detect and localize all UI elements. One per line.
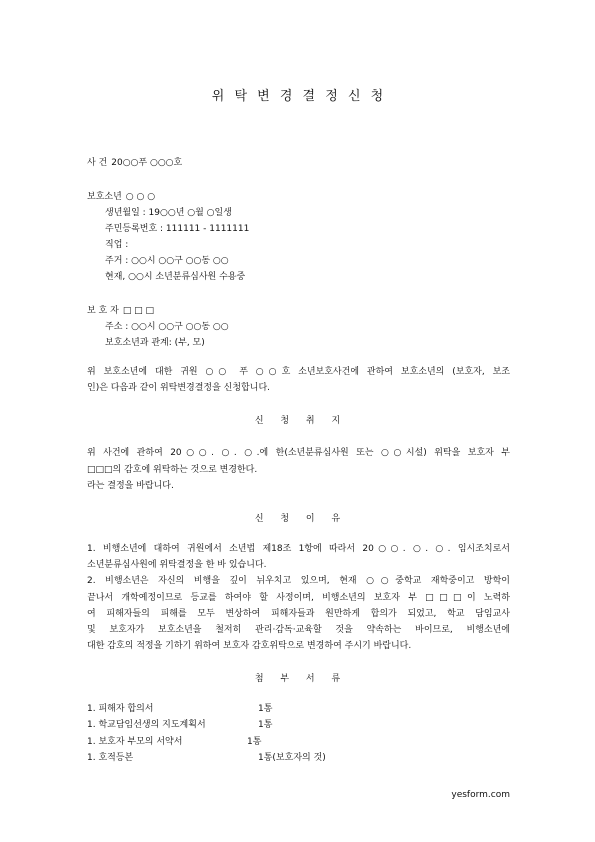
case-label: 사 건 (87, 158, 108, 168)
attachment-count: 1통 (258, 704, 273, 714)
document-title: 위 탁 변 경 결 정 신 청 (211, 89, 387, 104)
guardian-section (87, 303, 510, 351)
attachment-item (87, 717, 510, 733)
reasons-paragraph (87, 541, 510, 654)
guardian-address: 주소 : ○○시 ○○구 ○○동 ○○ (105, 322, 229, 332)
case-number: 20○○푸 ○○○호 (111, 158, 183, 168)
reasons-line: 2. 비행소년은 자신의 비행을 깊이 뉘우치고 있으며, 현재 ○○중학교 재학중이고 방학이 (87, 576, 510, 587)
juvenile-header (87, 189, 510, 205)
attachment-name: 1. 학교담임선생의 지도계획서 (87, 720, 206, 731)
juvenile-occupation: 직업 : (105, 240, 129, 250)
reasons-line: 1. 비행소년에 대하여 귀원에서 소년법 제18조 1항에 따라서 20○○. ○. ○. 임시조치로서 (87, 544, 510, 554)
reasons-line: 끝나서 개학예정이므로 등교를 하여야 할 사정이며, 비행소년의 보호자 부 □□□이 노력하 (87, 592, 510, 603)
case-line (87, 155, 510, 171)
attachment-name: 1. 보호자 부모의 서약서 (87, 736, 183, 747)
intro-paragraph (87, 364, 510, 396)
attachment-name: 1. 호적등본 (87, 753, 134, 764)
footer-source: yesform.com (451, 790, 510, 800)
juvenile-resident-number: 주민등록번호 : 111111 - 1111111 (105, 224, 250, 234)
reasons-line: 여 피해자들의 피해를 모두 변상하여 피해자들과 원만하게 합의가 되었고, 학교 담임교사 (87, 608, 510, 619)
intro-line: 인)은 다음과 같이 위탁변경결정을 신청합니다. (87, 383, 271, 393)
purpose-paragraph (87, 445, 510, 495)
reasons-line: 소년분류심사원에 위탁결정을 한 바 있습니다. (87, 560, 267, 571)
purpose-line: □□□의 감호에 위탁하는 것으로 변경한다. (87, 464, 258, 475)
juvenile-birthdate: 생년월일 : 19○○년 ○월 ○일생 (105, 208, 232, 218)
juvenile-current-status: 현재, ○○시 소년분류심사원 수용중 (105, 272, 246, 282)
attachment-item (87, 701, 510, 717)
guardian-label: 보 호 자 (87, 306, 119, 316)
juvenile-name: ○ ○ ○ (125, 192, 156, 202)
purpose-heading: 신 청 취 지 (254, 416, 348, 426)
juvenile-residence: 주거 : ○○시 ○○구 ○○동 ○○ (105, 256, 229, 266)
attachment-item (87, 750, 510, 766)
guardian-header (87, 303, 510, 319)
attachment-name: 1. 피해자 합의서 (87, 704, 154, 714)
reasons-line: 및 보호자가 보호소년을 철저히 관리·감독·교육할 것을 약속하는 바이므로, 비행소년에 (87, 625, 510, 636)
attachment-count: 1통 (247, 736, 262, 747)
reasons-heading: 신 청 이 유 (254, 514, 348, 524)
reasons-line: 대한 감호의 적정을 기하기 위하여 보호자 감호위탁으로 변경하여 주시기 바랍니다. (87, 641, 412, 652)
purpose-line: 위 사건에 관하여 20○○. ○. ○.에 한(소년분류심사원 또는 ○○시설) 위탁을 보호자 부 (87, 448, 510, 458)
attachments-list (87, 701, 510, 767)
juvenile-section (87, 189, 510, 285)
attachment-count: 1통(보호자의 것) (258, 753, 326, 764)
attachments-heading: 첨 부 서 류 (254, 674, 348, 684)
guardian-relationship: 보호소년과 관계: (부, 모) (105, 338, 205, 348)
intro-line: 위 보호소년에 대한 귀원 ○○ 푸 ○○호 소년보호사건에 관하여 보호소년의 (보호자, 보조 (87, 367, 510, 377)
purpose-line: 라는 결정을 바랍니다. (87, 481, 174, 491)
attachment-item (87, 734, 510, 750)
juvenile-label: 보호소년 (87, 192, 122, 202)
attachment-count: 1통 (258, 720, 273, 731)
guardian-name: □ □ □ (122, 306, 155, 316)
